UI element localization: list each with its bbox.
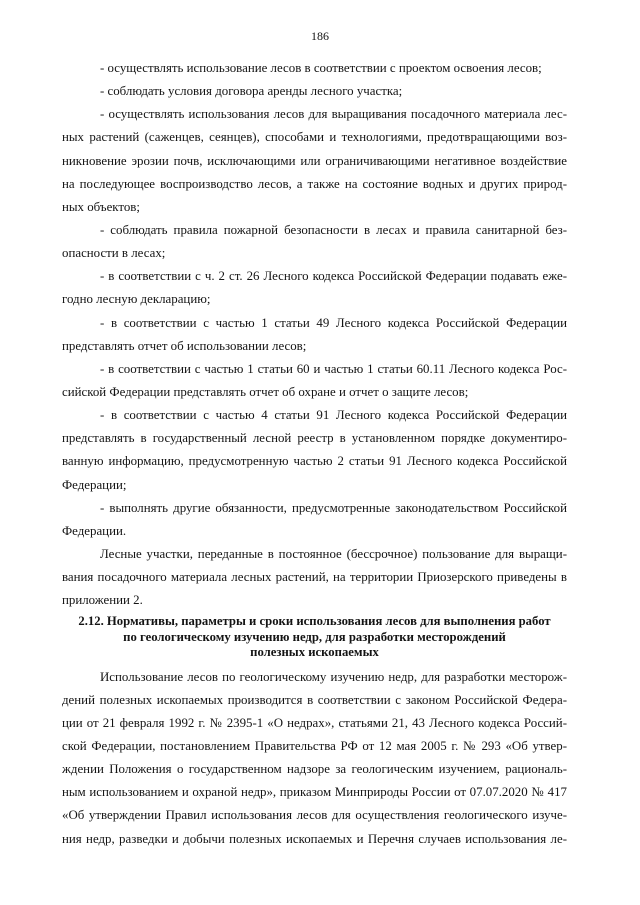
paragraph	[62, 312, 567, 358]
text-line: - в соответствии с ч. 2 ст. 26 Лесного кодекса Российской Федерации подавать еже-	[100, 269, 567, 284]
text-line: приложении 2.	[62, 593, 143, 608]
text-line: - в соответствии с частью 1 статьи 49 Лесного кодекса Российской Федерации	[100, 315, 567, 330]
text-line: - осуществлять использование лесов в соответствии с проектом освоения лесов;	[100, 61, 542, 75]
paragraph	[62, 358, 567, 404]
paragraph	[62, 219, 567, 265]
text-line: - соблюдать условия договора аренды лесного участка;	[100, 84, 403, 99]
text-line: Использование лесов по геологическому изучению недр, для разработки месторож-	[100, 669, 567, 684]
text-line: вания посадочного материала лесных растений, на территории Приозерского приведены в	[62, 570, 567, 585]
text-line: ции от 21 февраля 1992 г. № 2395-1 «О недрах», статьями 21, 43 Лесного кодекса Россий-	[62, 715, 567, 730]
text-line: - в соответствии с частью 1 статьи 60 и частью 1 статьи 60.11 Лесного кодекса Рос-	[100, 361, 567, 376]
text-line: ных объектов;	[62, 199, 140, 214]
page-number: 186	[311, 29, 329, 43]
text-line: ным использованием и охраной недр», приказом Минприроды России от 07.07.2020 № 417	[62, 785, 567, 800]
text-line: Лесные участки, переданные в постоянное (бессрочное) пользование для выращи-	[100, 546, 567, 561]
paragraph	[62, 103, 567, 219]
text-line: - выполнять другие обязанности, предусмотренные законодательством Российской	[100, 500, 567, 515]
text-line: ванную информацию, предусмотренную частью 2 статьи 91 Лесного кодекса Российской	[62, 454, 567, 469]
text-line: представлять отчет об использовании лесов;	[62, 338, 307, 353]
paragraph	[62, 543, 567, 612]
paragraph	[62, 497, 567, 543]
text-line: Федерации;	[62, 477, 127, 492]
section-heading	[62, 614, 567, 660]
section-heading-line: 2.12. Нормативы, параметры и сроки использования лесов для выполнения работ	[78, 614, 551, 629]
section-heading-line: по геологическому изучению недр, для разработки месторождений	[123, 629, 506, 644]
text-line: опасности в лесах;	[62, 246, 166, 261]
text-line: представлять в государственный лесной реестр в установленном порядке документиро-	[62, 431, 567, 446]
paragraph	[62, 80, 567, 103]
paragraph	[62, 57, 567, 80]
text-line: никновение эрозии почв, исключающими или ограничивающими негативное воздействие	[62, 153, 567, 168]
text-line: ния недр, разведки и добычи полезных ископаемых и Перечня случаев использования ле-	[62, 831, 567, 846]
text-line: годно лесную декларацию;	[62, 292, 211, 307]
text-line: сийской Федерации представлять отчет об охране и отчет о защите лесов;	[62, 384, 469, 399]
obligations-list	[62, 57, 567, 612]
text-line: - в соответствии с частью 4 статьи 91 Лесного кодекса Российской Федерации	[100, 408, 567, 423]
page-content	[62, 57, 567, 851]
text-line: ных растений (саженцев, сеянцев), способами и технологиями, предотвращающими воз-	[62, 130, 567, 145]
section-paragraph	[62, 666, 567, 851]
text-line: - соблюдать правила пожарной безопасности в лесах и правила санитарной без-	[100, 222, 567, 237]
text-line: на последующее воспроизводство лесов, а также на состояние водных и других природ-	[62, 176, 567, 191]
text-line: ской Федерации, постановлением Правительства РФ от 12 мая 2005 г. № 293 «Об утвер-	[62, 738, 567, 753]
paragraph	[62, 265, 567, 311]
section-heading-line: полезных ископаемых	[250, 645, 379, 660]
text-line: ждении Положения о государственном надзоре за геологическим изучением, рациональ-	[62, 762, 567, 777]
text-line: Федерации.	[62, 523, 127, 538]
paragraph	[62, 404, 567, 497]
text-line: дений полезных ископаемых производится в соответствии с законом Российской Федера-	[62, 692, 567, 707]
text-line: - осуществлять использования лесов для выращивания посадочного материала лес-	[100, 107, 567, 122]
text-line: «Об утверждении Правил использования лесов для осуществления геологического изуче-	[62, 808, 567, 823]
